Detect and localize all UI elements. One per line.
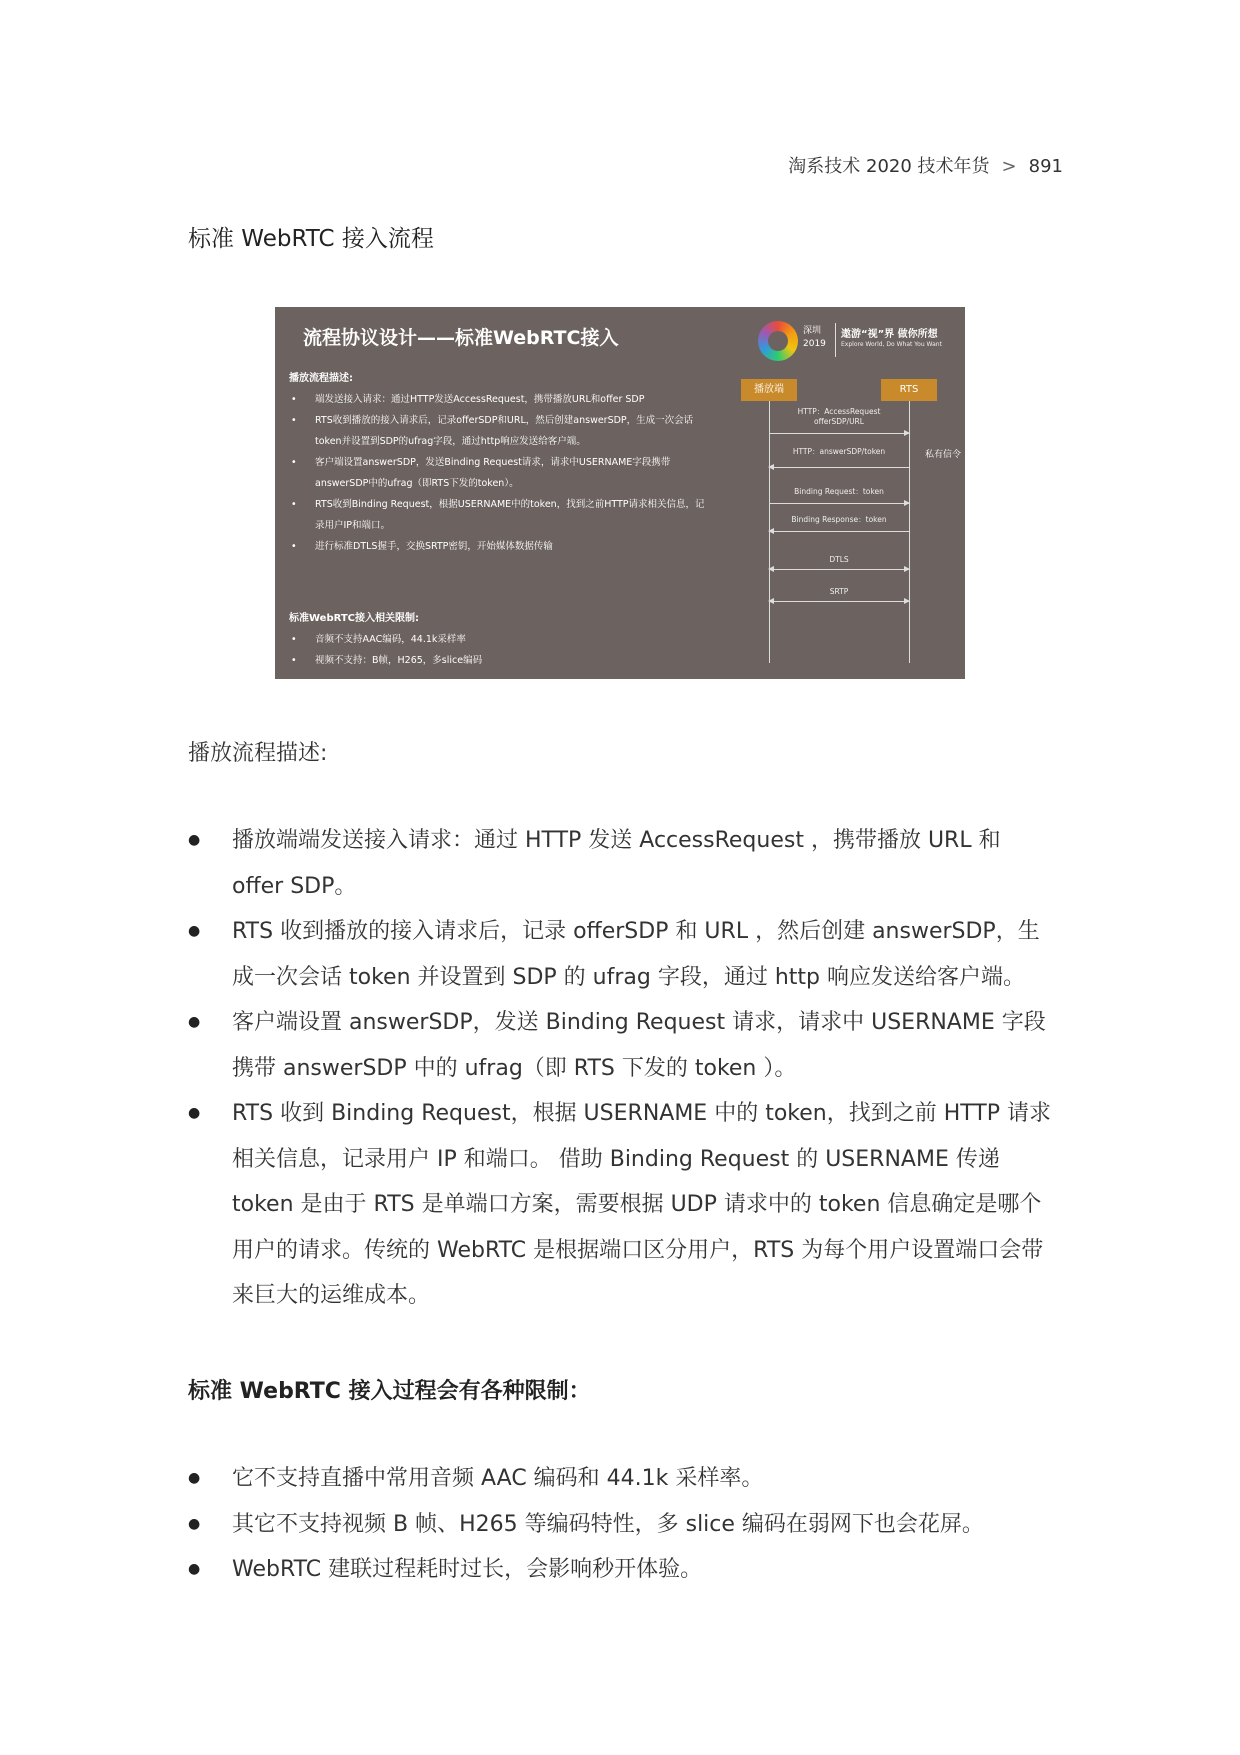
play-bullet-list	[188, 818, 1054, 1319]
seq-msg-label: DTLS	[829, 555, 849, 564]
seq-arrow-left	[769, 531, 909, 532]
seq-msg-label: Binding Request：token	[794, 487, 884, 496]
list-item: ● 其它不支持视频 B 帧、H265 等编码特性，多 slice 编码在弱网下也会花屏。	[188, 1502, 1054, 1548]
seq-msg-label: HTTP：answerSDP/token	[792, 447, 886, 456]
limits-title: 标准 WebRTC 接入过程会有各种限制：	[188, 1379, 591, 1404]
logo-year: 2019	[803, 339, 826, 349]
list-item: • 音频不支持AAC编码，44.1k采样率	[289, 629, 709, 650]
slide-title: 流程协议设计——标准WebRTC接入	[303, 327, 619, 349]
list-item: • RTS收到Binding Request，根据USERNAME中的token，找到之前HTTP请求相关信息，记录用户IP和端口。	[289, 494, 709, 536]
slide-limits-heading: 标准WebRTC接入相关限制:	[289, 613, 420, 624]
header-separator: >	[1001, 156, 1017, 177]
seq-server-lifeline	[909, 401, 910, 663]
conference-logo-icon	[758, 321, 798, 361]
seq-client-box: 播放端	[741, 379, 797, 401]
seq-arrow-right	[769, 433, 909, 434]
seq-private-signal: 私有信令	[925, 450, 962, 460]
list-item: ● RTS 收到播放的接入请求后，记录 offerSDP 和 URL ，然后创建 answerSDP，生成一次会话 token 并设置到 SDP 的 ufrag 字段，通过 http 响应发送给客户端。	[188, 909, 1054, 1000]
seq-server-box: RTS	[881, 379, 937, 401]
slide-limits-list	[289, 629, 709, 671]
list-item: ● 它不支持直播中常用音频 AAC 编码和 44.1k 采样率。	[188, 1456, 1054, 1502]
slide-play-heading: 播放流程描述:	[289, 373, 353, 384]
slide-play-list	[289, 389, 709, 557]
list-item: ● 客户端设置 answerSDP，发送 Binding Request 请求，请求中 USERNAME 字段携带 answerSDP 中的 ufrag（即 RTS 下发的 token ）。	[188, 1000, 1054, 1091]
slide-image	[275, 307, 965, 679]
logo-divider	[835, 323, 836, 357]
list-item: • 客户端设置answerSDP，发送Binding Request请求，请求中USERNAME字段携带answerSDP中的ufrag（即RTS下发的token）。	[289, 452, 709, 494]
list-item: • 视频不支持：B帧，H265，多slice编码	[289, 650, 709, 671]
seq-arrow-left	[769, 467, 909, 468]
list-item: • RTS收到播放的接入请求后，记录offerSDP和URL，然后创建answerSDP，生成一次会话token并设置到SDP的ufrag字段，通过http响应发送给客户端。	[289, 410, 709, 452]
page-header	[788, 152, 1063, 178]
logo-city: 深圳	[803, 326, 822, 336]
section-title: 标准 WebRTC 接入流程	[188, 226, 434, 252]
slide-slogan: 遨游“视”界 做你所想	[841, 329, 938, 340]
limits-bullet-list	[188, 1456, 1054, 1593]
slide-slogan-en: Explore World, Do What You Want	[841, 341, 942, 348]
book-title: 淘系技术 2020 技术年货	[788, 156, 990, 177]
list-item: ● 播放端端发送接入请求：通过 HTTP 发送 AccessRequest ，携带播放 URL 和 offer SDP。	[188, 818, 1054, 909]
seq-msg-label: Binding Response：token	[791, 515, 887, 524]
list-item: ● WebRTC 建联过程耗时过长，会影响秒开体验。	[188, 1547, 1054, 1593]
list-item: ● RTS 收到 Binding Request，根据 USERNAME 中的 token，找到之前 HTTP 请求相关信息，记录用户 IP 和端口。 借助 Binding Request 的 USERNAME 传递 token 是由于 RTS 是单端口方案，需要根据 UDP 请求中的 token 信息确定是哪个用户的请求。传统的 WebRTC 是根据端口区分用户，RTS 为每个用户设置端口会带来巨大的运维成本。	[188, 1091, 1054, 1319]
seq-arrow-both	[769, 569, 909, 570]
seq-msg-label: SRTP	[829, 587, 849, 596]
seq-arrow-both	[769, 601, 909, 602]
seq-arrow-right	[769, 503, 909, 504]
logo-text	[803, 325, 826, 351]
play-desc-label: 播放流程描述:	[188, 741, 328, 766]
page-number: 891	[1028, 156, 1063, 177]
list-item: • 进行标准DTLS握手，交换SRTP密钥，开始媒体数据传输	[289, 536, 709, 557]
list-item: • 端发送接入请求：通过HTTP发送AccessRequest，携带播放URL和offer SDP	[289, 389, 709, 410]
seq-msg-label: HTTP：AccessRequest offerSDP/URL	[797, 407, 881, 426]
